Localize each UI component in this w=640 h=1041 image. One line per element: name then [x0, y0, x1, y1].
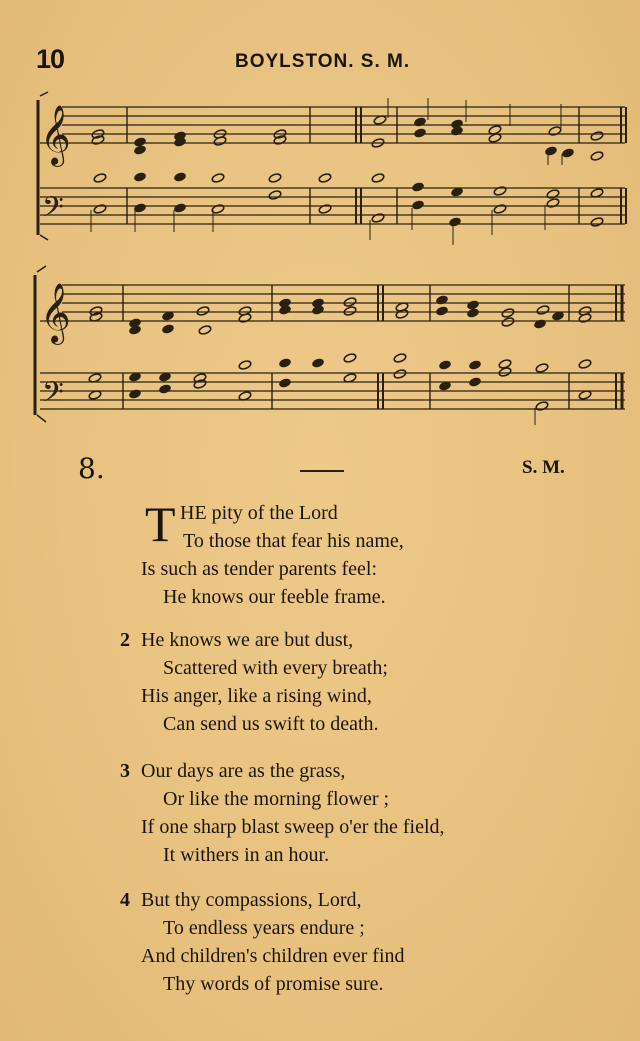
stanza-line: Our days are as the grass, — [141, 760, 346, 782]
stanza-line: His anger, like a rising wind, — [141, 685, 372, 707]
stanza-line: He knows we are but dust, — [141, 629, 354, 651]
stanza-line: But thy compassions, Lord, — [141, 889, 362, 911]
stanza-line: To those that fear his name, — [183, 530, 404, 552]
stanza-line: Thy words of promise sure. — [163, 973, 384, 995]
stanza-line: Is such as tender parents feel: — [141, 558, 378, 580]
divider-dash — [300, 470, 344, 472]
treble-clef-icon: 𝄞 — [40, 283, 71, 343]
stanza-line: Can send us swift to death. — [163, 713, 379, 735]
stanza-number: 4 — [120, 889, 130, 911]
stanza-line: It withers in an hour. — [163, 844, 330, 866]
stanza-line: Or like the morning flower ; — [163, 788, 390, 810]
bass-clef-icon: 𝄢 — [42, 376, 64, 416]
stanza-number: 3 — [120, 760, 130, 782]
treble-clef-icon: 𝄞 — [40, 105, 71, 165]
stanza-number: 2 — [120, 629, 130, 651]
stanza-line: And children's children ever find — [141, 945, 405, 967]
stanza-line: HE pity of the Lord — [180, 502, 338, 524]
stanza-line: To endless years endure ; — [163, 917, 365, 939]
hymn-meter: S. M. — [522, 457, 565, 478]
stanza-line: If one sharp blast sweep o'er the field, — [141, 816, 445, 838]
drop-cap: T — [145, 496, 176, 552]
tune-title: BOYLSTON. S. M. — [235, 51, 411, 72]
music-score — [0, 0, 640, 450]
stanza-line: Scattered with every breath; — [163, 657, 388, 679]
system-1 — [38, 92, 626, 240]
system-2 — [35, 266, 625, 422]
hymn-number: 8. — [78, 452, 105, 485]
bass-clef-icon: 𝄢 — [42, 191, 64, 231]
page-number: 10 — [36, 44, 65, 74]
stanza-line: He knows our feeble frame. — [163, 586, 386, 608]
